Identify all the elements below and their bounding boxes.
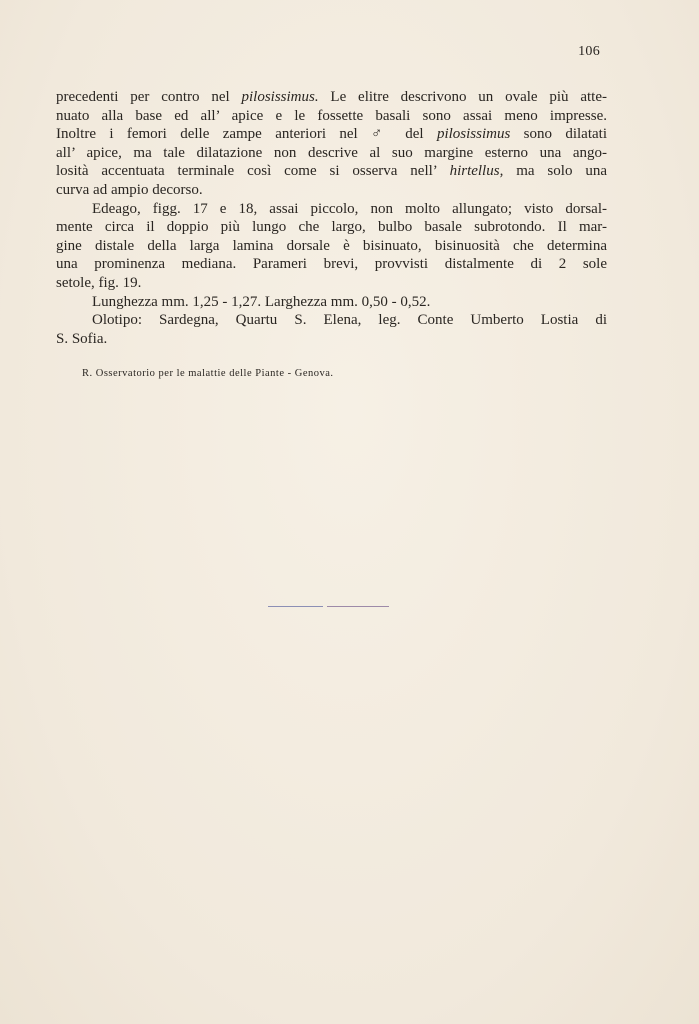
text-run: all’ apice, ma tale dilatazione non descrive al suo margine esterno una ango- <box>56 144 607 161</box>
text-run: curva ad ampio decorso. <box>56 181 203 198</box>
text-run: S. Sofia. <box>56 330 108 347</box>
text-line <box>56 218 607 237</box>
body-text <box>56 88 607 348</box>
text-run: ma solo una <box>503 163 607 180</box>
text-line <box>56 330 607 349</box>
end-rule <box>268 606 389 607</box>
text-run: setole, fig. 19. <box>56 274 142 291</box>
text-run: losità accentuata terminale così come si osserva nell’ <box>56 163 450 180</box>
end-rule-left <box>268 606 323 607</box>
text-run: Edeago, figg. 17 e 18, assai piccolo, non molto allungato; visto dorsal- <box>92 200 607 217</box>
text-line <box>56 162 607 181</box>
text-line <box>56 274 607 293</box>
paragraph-description <box>56 88 607 200</box>
text-run: Olotipo: Sardegna, Quartu S. Elena, leg. Conte Umberto Lostia di <box>92 312 607 329</box>
text-line <box>56 181 607 200</box>
paragraph-holotype <box>56 311 607 348</box>
text-run: nuato alla base ed all’ apice e le fossette basali sono assai meno impresse. <box>56 107 607 124</box>
text-line <box>56 237 607 256</box>
text-run: gine distale della larga lamina dorsale è bisinuato, bisinuosità che determina <box>56 237 607 254</box>
text-run: Inoltre i femori delle zampe anteriori nel ♂ del <box>56 126 437 143</box>
page-number: 106 <box>578 44 600 59</box>
text-run: mente circa il doppio più lungo che largo, bulbo basale subrotondo. Il mar- <box>56 219 607 236</box>
text-line <box>56 311 607 330</box>
text-line <box>56 144 607 163</box>
institution-footer: R. Osservatorio per le malattie delle Piante - Genova. <box>82 368 334 379</box>
paragraph-measurements <box>56 293 607 312</box>
text-line <box>56 88 607 107</box>
text-line <box>56 200 607 219</box>
text-line <box>56 293 607 312</box>
text-run: una prominenza mediana. Parameri brevi, provvisti distalmente di 2 sole <box>56 256 607 273</box>
text-run: Le elitre descrivono un ovale più atte- <box>318 89 608 105</box>
italic-taxon-name: hirtellus, <box>449 163 504 180</box>
italic-taxon-name: pilosissimus. <box>241 89 319 105</box>
text-run: precedenti per contro nel <box>56 89 242 105</box>
text-run: sono dilatati <box>510 126 607 143</box>
text-line <box>56 255 607 274</box>
text-line <box>56 125 607 144</box>
end-rule-right <box>327 606 389 607</box>
text-line <box>56 107 607 126</box>
text-run: Lunghezza mm. 1,25 - 1,27. Larghezza mm. 0,50 - 0,52. <box>92 293 431 310</box>
italic-taxon-name: pilosissimus <box>436 126 511 143</box>
paragraph-edeago <box>56 200 607 293</box>
